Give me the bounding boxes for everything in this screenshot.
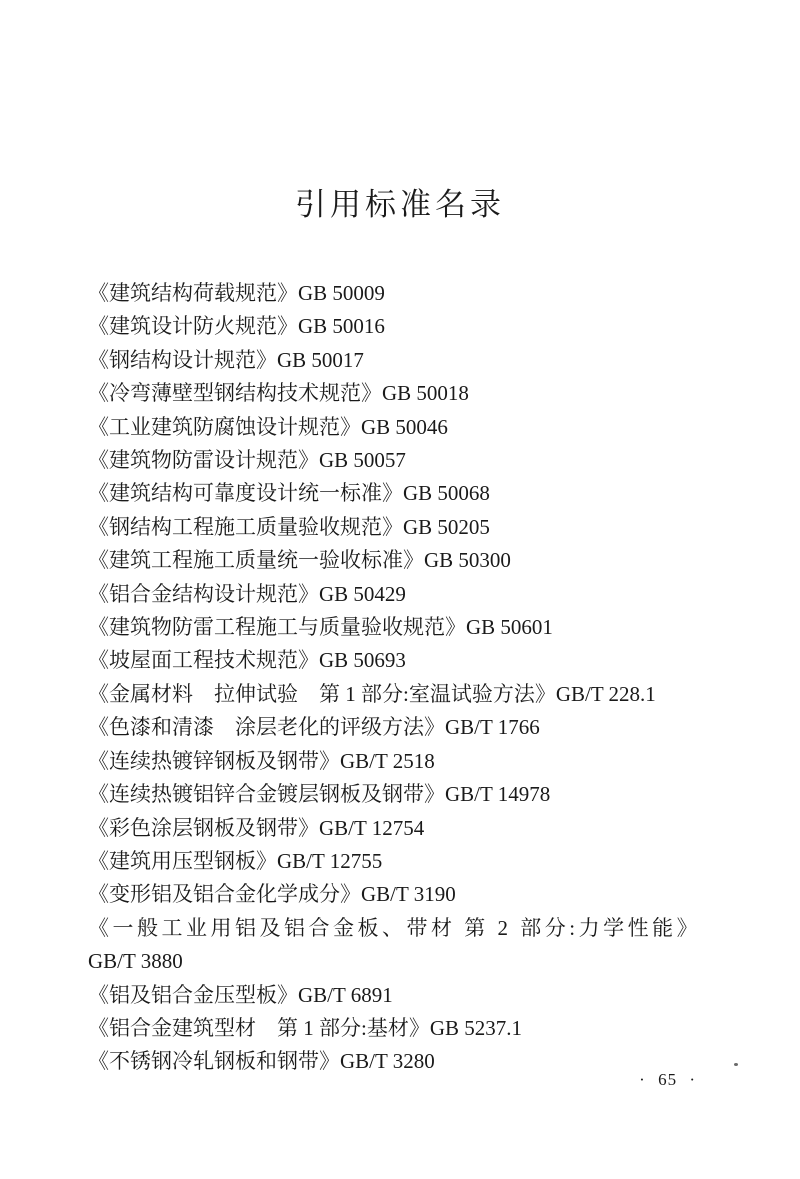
standard-line: 《冷弯薄壁型钢结构技术规范》GB 50018	[88, 381, 469, 406]
standard-line: 《不锈钢冷轧钢板和钢带》GB/T 3280	[88, 1049, 435, 1074]
standard-line: 《坡屋面工程技术规范》GB 50693	[88, 648, 406, 673]
standard-line-continuation: GB/T 3880	[88, 949, 183, 974]
standard-line: 《建筑结构可靠度设计统一标准》GB 50068	[88, 481, 490, 506]
standard-line: 《连续热镀铝锌合金镀层钢板及钢带》GB/T 14978	[88, 782, 551, 807]
standard-line: 《连续热镀锌钢板及钢带》GB/T 2518	[88, 748, 435, 773]
standard-line: 《铝合金建筑型材 第 1 部分:基材》GB 5237.1	[88, 1015, 523, 1040]
standard-line: 《钢结构工程施工质量验收规范》GB 50205	[88, 514, 490, 539]
standard-line: 《建筑设计防火规范》GB 50016	[88, 314, 385, 339]
standard-line: 《建筑物防雷工程施工与质量验收规范》GB 50601	[88, 615, 553, 640]
standard-line: 《建筑结构荷载规范》GB 50009	[88, 281, 385, 305]
standard-line: 《建筑物防雷设计规范》GB 50057	[88, 448, 406, 473]
standard-line: 《变形铝及铝合金化学成分》GB/T 3190	[88, 882, 456, 907]
standard-line: 《铝及铝合金压型板》GB/T 6891	[88, 982, 393, 1007]
standards-list	[88, 277, 728, 1079]
standard-line: 《彩色涂层钢板及钢带》GB/T 12754	[88, 815, 425, 840]
standard-line: 《建筑用压型钢板》GB/T 12755	[88, 848, 383, 873]
standard-line: 《钢结构设计规范》GB 50017	[88, 347, 364, 372]
standard-line: 《铝合金结构设计规范》GB 50429	[88, 581, 406, 606]
page-title: 引用标准名录	[295, 187, 505, 222]
page-number: · 65 ·	[639, 1070, 696, 1089]
standard-line: 《工业建筑防腐蚀设计规范》GB 50046	[88, 414, 448, 439]
standard-line: 《色漆和清漆 涂层老化的评级方法》GB/T 1766	[88, 715, 540, 740]
standard-line: 《金属材料 拉伸试验 第 1 部分:室温试验方法》GB/T 228.1	[88, 681, 656, 706]
standard-line: 《一般工业用铝及铝合金板、带材 第 2 部分:力学性能》	[88, 915, 702, 940]
scan-speck-artifact	[734, 1063, 738, 1066]
standard-line: 《建筑工程施工质量统一验收标准》GB 50300	[88, 548, 511, 573]
